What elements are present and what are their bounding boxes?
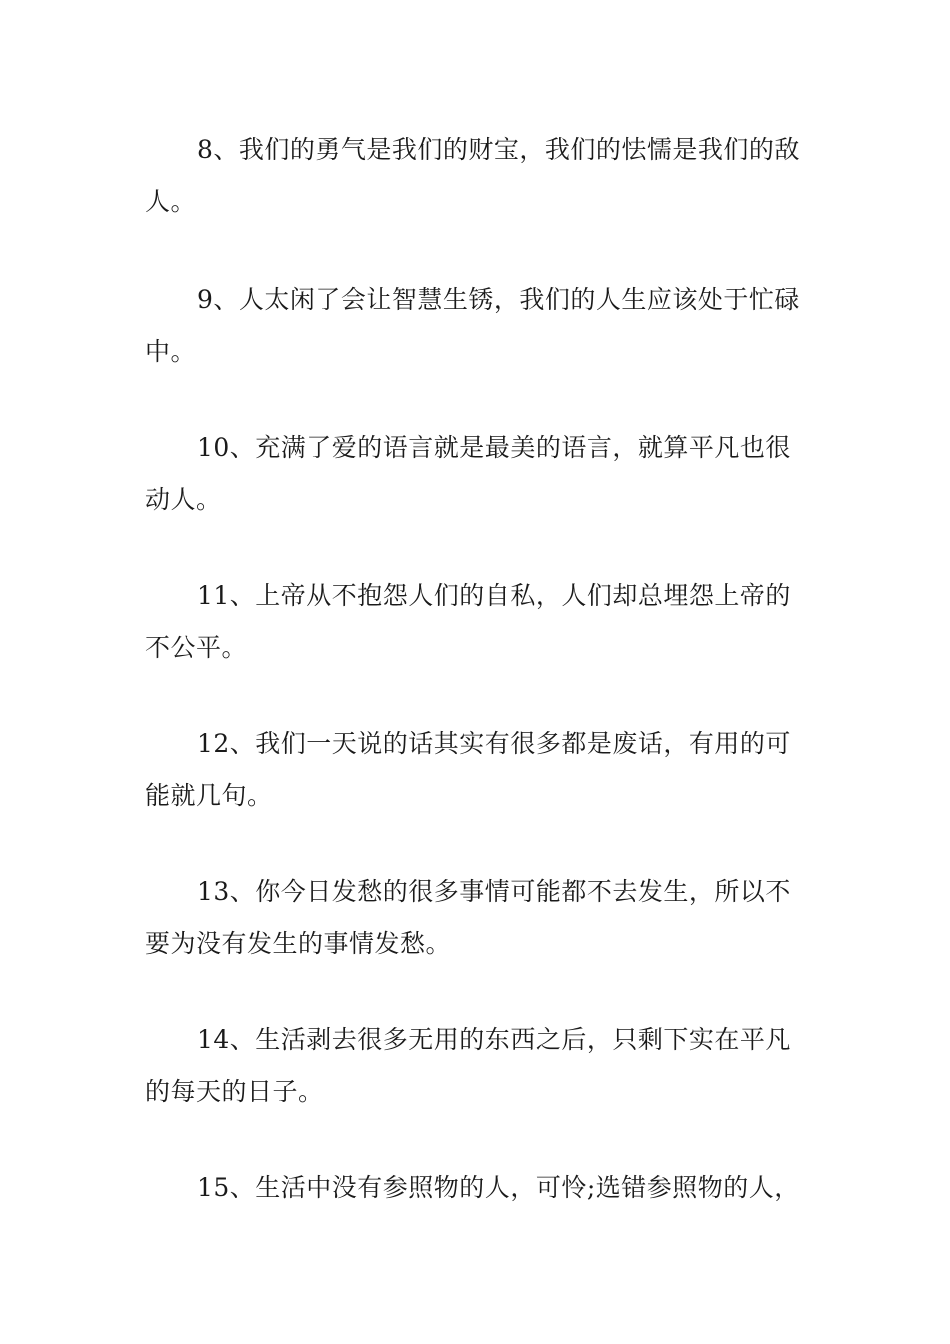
quote-paragraph-10: 10、充满了爱的语言就是最美的语言，就算平凡也很动人。 [145,433,791,514]
quote-paragraph-9: 9、人太闲了会让智慧生锈，我们的人生应该处于忙碌中。 [145,285,800,366]
quote-paragraph-12: 12、我们一天说的话其实有很多都是废话，有用的可能就几句。 [145,729,791,810]
quote-paragraph-15: 15、生活中没有参照物的人，可怜;选错参照物的人， [197,1173,800,1202]
quote-paragraph-11: 11、上帝从不抱怨人们的自私，人们却总埋怨上帝的不公平。 [145,581,791,662]
quote-paragraph-14: 14、生活剥去很多无用的东西之后，只剩下实在平凡的每天的日子。 [145,1025,791,1106]
quote-paragraph-13: 13、你今日发愁的很多事情可能都不去发生，所以不要为没有发生的事情发愁。 [145,877,791,958]
quote-paragraph-8: 8、我们的勇气是我们的财宝，我们的怯懦是我们的敌人。 [145,135,800,216]
